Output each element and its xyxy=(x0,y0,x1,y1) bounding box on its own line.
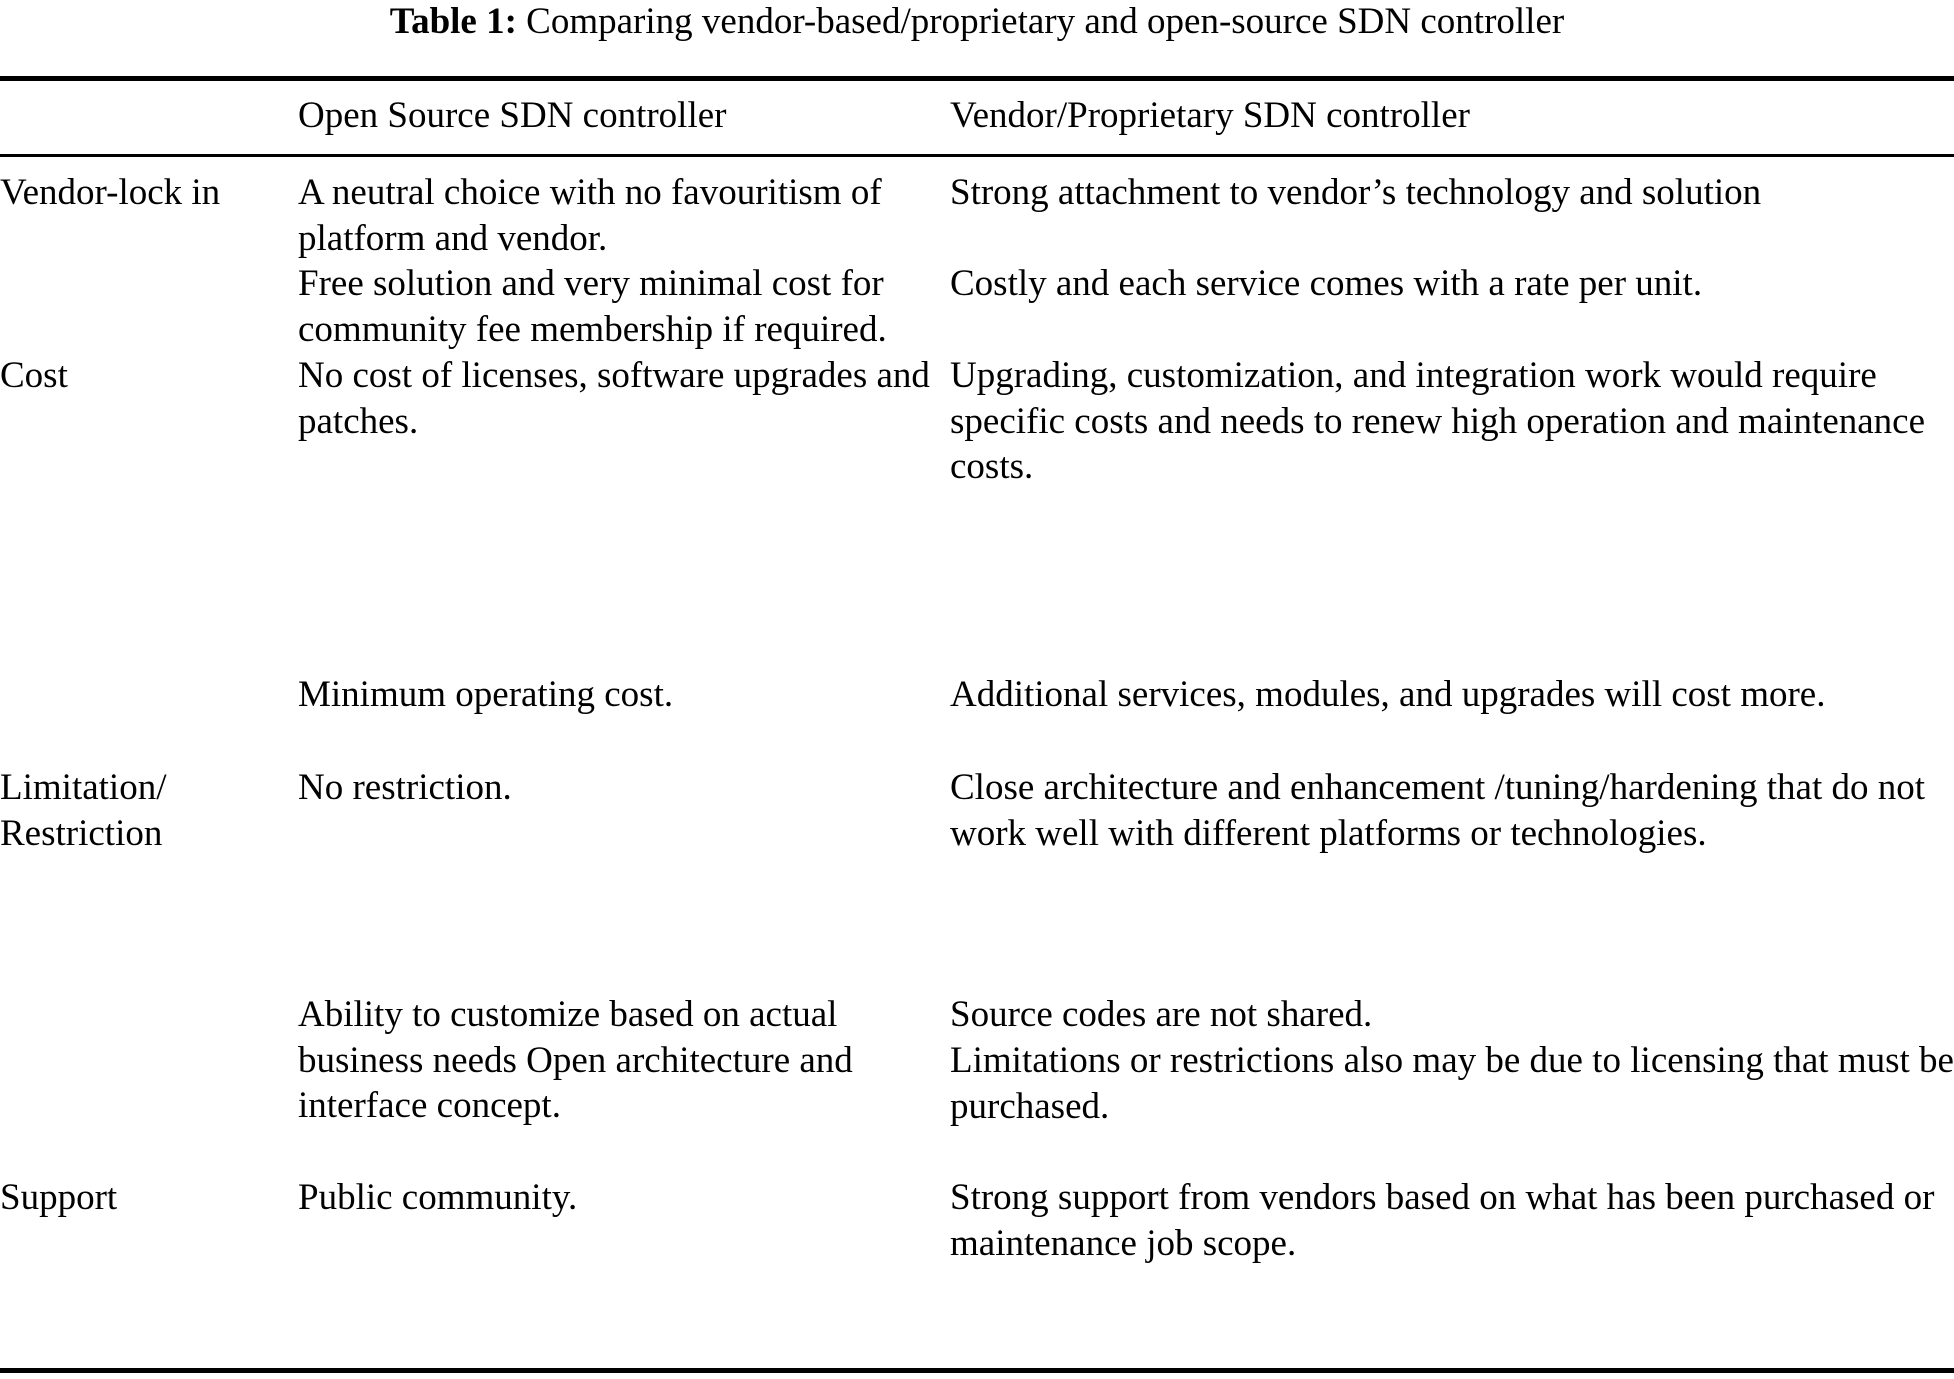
row-label-vendor-lock-in: Vendor-lock in xyxy=(0,172,221,213)
cell-vendor-lock-in-open-source-2: Free solution and very minimal cost for community fee membership if required. xyxy=(298,263,887,350)
row-label-limitation-restriction xyxy=(0,765,166,856)
cell-limitation-open-source-2: Ability to customize based on actual business needs Open architecture and interface concept. xyxy=(298,994,853,1126)
row-label-limitation-line2: Restriction xyxy=(0,812,163,854)
cell-cost-vendor-2: Additional services, modules, and upgrades will cost more. xyxy=(950,674,1826,715)
cell-support-vendor-1: Strong support from vendors based on what has been purchased or maintenance job scope. xyxy=(950,1177,1935,1264)
table-caption-text: Comparing vendor-based/proprietary and open-source SDN controller xyxy=(526,1,1565,42)
cell-limitation-vendor-2: Source codes are not shared. xyxy=(950,994,1373,1035)
cell-vendor-lock-in-vendor-2: Costly and each service comes with a rate per unit. xyxy=(950,263,1703,304)
cell-cost-vendor-1: Upgrading, customization, and integration work would require specific costs and needs to renew high operation and maintenance costs. xyxy=(950,355,1926,487)
table-caption-label: Table 1: xyxy=(389,1,517,42)
header-cell-vendor: Vendor/Proprietary SDN controller xyxy=(950,94,1470,136)
table-caption xyxy=(0,0,1954,44)
row-label-cost: Cost xyxy=(0,355,68,396)
row-label-support: Support xyxy=(0,1177,118,1218)
cell-cost-open-source-1: No cost of licenses, software upgrades and patches. xyxy=(298,355,930,442)
header-cell-open-source: Open Source SDN controller xyxy=(298,94,727,136)
table-header-row xyxy=(0,76,1954,154)
table-bottom-rule xyxy=(0,1368,1954,1373)
row-label-limitation-line1: Limitation/ xyxy=(0,767,167,808)
table-header-rule xyxy=(0,154,1954,157)
cell-limitation-open-source-1: No restriction. xyxy=(298,767,512,808)
cell-limitation-vendor-1: Close architecture and enhancement /tuning/hardening that do not work well with different platforms or technologies. xyxy=(950,767,1926,854)
cell-vendor-lock-in-open-source-1: A neutral choice with no favouritism of platform and vendor. xyxy=(298,172,882,259)
cell-vendor-lock-in-vendor-1: Strong attachment to vendor’s technology and solution xyxy=(950,172,1762,213)
cell-cost-open-source-2: Minimum operating cost. xyxy=(298,674,674,715)
cell-support-open-source-1: Public community. xyxy=(298,1177,578,1218)
cell-limitation-vendor-3: Limitations or restrictions also may be due to licensing that must be purchased. xyxy=(950,1040,1954,1127)
